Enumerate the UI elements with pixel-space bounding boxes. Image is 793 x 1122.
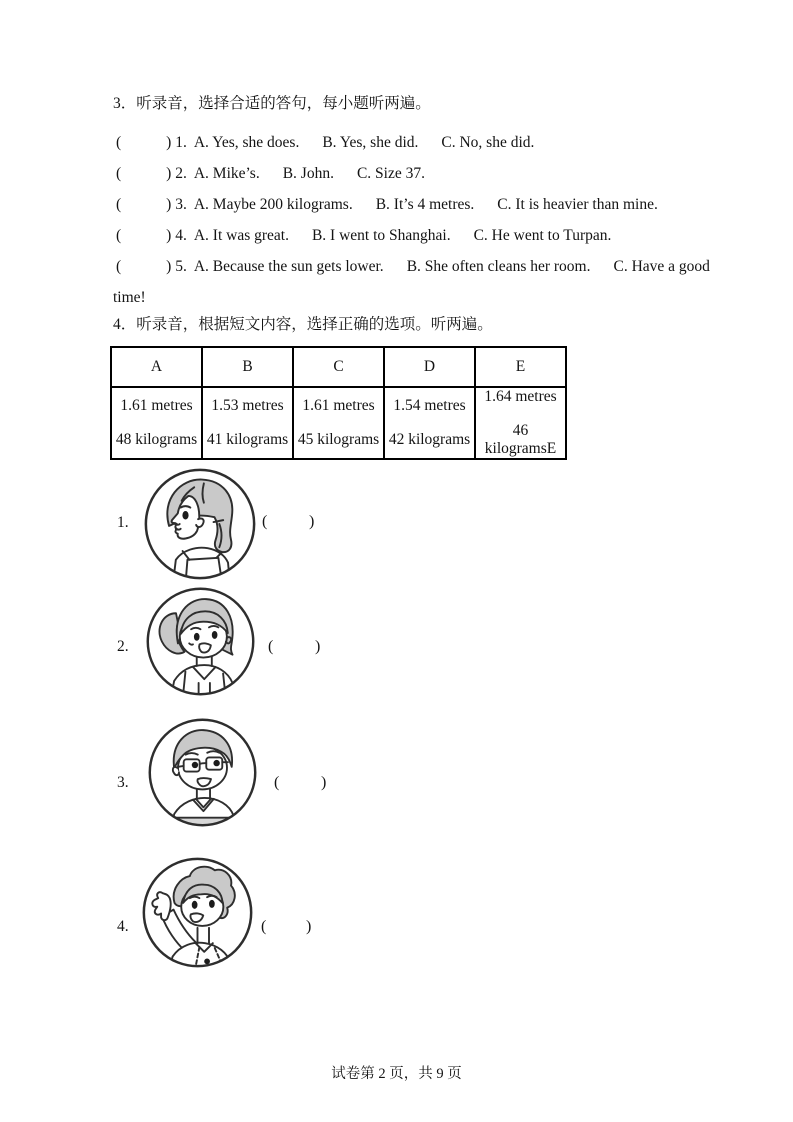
item-label: ) 1. [166,134,187,151]
table-header-b: B [202,347,293,387]
measurement-table [110,346,567,460]
paren-open: ( [274,774,280,791]
height-value: 1.61 metres [120,397,193,414]
height-value: 1.61 metres [302,397,375,414]
table-cell-e [475,387,566,459]
weight-value: 48 kilograms [115,431,198,448]
paren-open: ( [116,165,122,182]
table-cell-b [202,387,293,459]
option-b: B. John. [282,165,334,182]
height-value: 1.53 metres [211,397,284,414]
table-header-e: E [475,347,566,387]
table-cell-a [111,387,202,459]
table-data-row [111,387,566,459]
option-a: A. It was great. [193,227,289,244]
option-b: B. Yes, she did. [322,134,419,151]
listening-item-5-continuation: time! [113,289,146,306]
listening-item-2 [116,165,425,183]
table-header-c: C [293,347,384,387]
weight-value: 45 kilograms [297,431,380,448]
picture-number-4: 4. [117,918,129,935]
weight-value: 42 kilograms [388,431,471,448]
option-a: A. Maybe 200 kilograms. [193,196,353,213]
table-header-row [111,347,566,387]
listening-item-3 [116,196,658,214]
picture-number-3: 3. [117,774,129,791]
option-b: B. She often cleans her room. [406,258,591,275]
listening-item-5 [116,258,710,276]
picture-number-2: 2. [117,638,129,655]
option-a: A. Because the sun gets lower. [193,258,384,275]
section4-heading: 4．听录音，根据短文内容，选择正确的选项。听两遍。 [113,316,493,333]
weight-value: 41 kilograms [206,431,289,448]
paren-close: ) [315,638,321,655]
option-c: C. It is heavier than mine. [497,196,658,213]
paren-open: ( [261,918,267,935]
table-cell-d [384,387,475,459]
height-value: 1.64 metres [484,388,557,405]
option-b: B. I went to Shanghai. [311,227,451,244]
option-a: A. Yes, she does. [193,134,300,151]
option-c: C. Have a good [613,258,710,275]
page-footer: 试卷第 2 页，共 9 页 [331,1066,462,1082]
table-cell-c [293,387,384,459]
listening-item-1 [116,134,534,152]
portrait-boy-waving-icon [140,855,255,970]
paren-open: ( [116,196,122,213]
listening-item-4 [116,227,611,245]
paren-close: ) [309,513,315,530]
option-c: C. No, she did. [441,134,535,151]
item-label: ) 5. [166,258,187,275]
picture-number-1: 1. [117,514,129,531]
portrait-boy-glasses-icon [146,716,259,829]
paren-open: ( [268,638,274,655]
item-label: ) 2. [166,165,187,182]
item-label: ) 3. [166,196,187,213]
portrait-girl-side-profile-icon [142,466,258,582]
option-c: C. He went to Turpan. [473,227,612,244]
option-b: B. It’s 4 metres. [375,196,475,213]
section3-heading: 3．听录音，选择合适的答句，每小题听两遍。 [113,95,431,112]
height-value: 1.54 metres [393,397,466,414]
paren-open: ( [116,134,122,151]
option-c: C. Size 37. [356,165,425,182]
option-a: A. Mike’s. [193,165,260,182]
paren-open: ( [262,513,268,530]
paren-open: ( [116,258,122,275]
paren-close: ) [321,774,327,791]
paren-open: ( [116,227,122,244]
weight-value: 46 kilogramsE [484,422,557,457]
table-header-d: D [384,347,475,387]
portrait-girl-front-icon [144,585,257,698]
paren-close: ) [306,918,312,935]
table-header-a: A [111,347,202,387]
item-label: ) 4. [166,227,187,244]
